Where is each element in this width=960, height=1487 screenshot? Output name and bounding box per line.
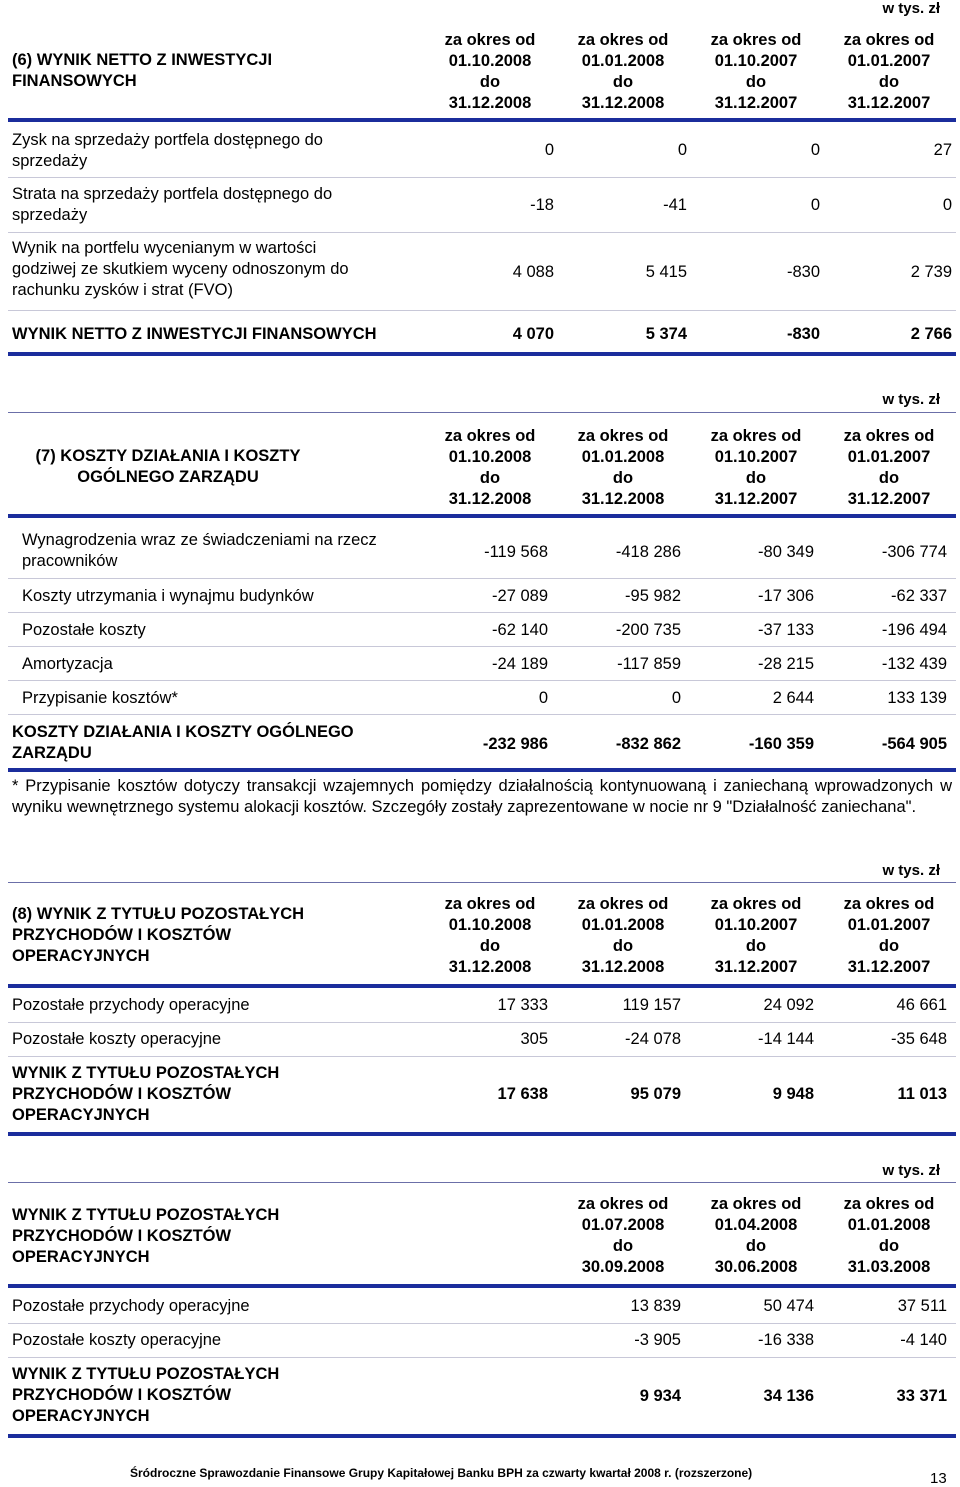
- cell-value: -3 905: [634, 1331, 681, 1349]
- cell-value: 95 079: [630, 1085, 681, 1103]
- section-quarterly: [8, 1160, 956, 1445]
- divider: [8, 412, 956, 413]
- divider: [8, 118, 956, 122]
- cell-value: 2 766: [910, 325, 952, 343]
- column-header: za okres od 01.01.2008 do 31.03.2008: [843, 1195, 935, 1276]
- divider: [8, 1434, 956, 1438]
- section-title: [12, 1205, 279, 1268]
- cell-value: 0: [810, 196, 820, 214]
- divider: [8, 514, 956, 518]
- cell-value: -232 986: [482, 735, 548, 753]
- divider: [8, 984, 956, 988]
- row-label: Pozostałe koszty operacyjne: [12, 1331, 222, 1349]
- cell-value: 9 948: [772, 1085, 814, 1103]
- row-divider: [8, 646, 956, 647]
- cell-value: -132 439: [881, 655, 947, 673]
- cell-value: -41: [663, 196, 687, 214]
- row-label: Strata na sprzedaży portfela dostępnego do sprzedaży: [12, 185, 333, 224]
- unit-label: w tys. zł: [882, 1162, 940, 1179]
- title-line: FINANSOWYCH: [12, 72, 137, 90]
- section-title: [12, 50, 272, 92]
- section-7: [8, 390, 956, 850]
- divider: [8, 352, 956, 356]
- row-divider: [8, 1323, 956, 1324]
- cell-value: 0: [810, 141, 820, 159]
- row-divider: [8, 310, 956, 311]
- unit-label: w tys. zł: [882, 391, 940, 408]
- unit-label: w tys. zł: [882, 0, 940, 17]
- column-header: za okres od 01.10.2008 do 31.12.2008: [444, 895, 536, 976]
- title-line: (8) WYNIK Z TYTUŁU POZOSTAŁYCH: [12, 905, 305, 923]
- row-label: Pozostałe przychody operacyjne: [12, 996, 250, 1014]
- cell-value: 34 136: [763, 1387, 814, 1405]
- row-label: Amortyzacja: [22, 655, 113, 673]
- cell-value: -95 982: [625, 587, 681, 605]
- cell-value: 0: [544, 141, 554, 159]
- cell-value: -16 338: [758, 1331, 814, 1349]
- cell-value: 33 371: [896, 1387, 947, 1405]
- column-header: za okres od 01.01.2008 do 31.12.2008: [577, 31, 669, 112]
- cell-value: -830: [786, 325, 820, 343]
- cell-value: 0: [677, 141, 687, 159]
- section-6: [8, 0, 956, 360]
- section-title: [18, 446, 318, 488]
- row-label: Koszty utrzymania i wynajmu budynków: [22, 587, 314, 605]
- cell-value: 133 139: [887, 689, 947, 707]
- unit-label: w tys. zł: [882, 862, 940, 879]
- cell-value: -564 905: [881, 735, 947, 753]
- row-label: Wynagrodzenia wraz ze świadczeniami na rzecz pracowników: [22, 531, 377, 570]
- section-title: [12, 904, 304, 967]
- cell-value: -4 140: [900, 1331, 947, 1349]
- cell-value: -830: [786, 263, 820, 281]
- cell-value: -37 133: [758, 621, 814, 639]
- row-label: Pozostałe koszty operacyjne: [12, 1030, 222, 1048]
- footnote: * Przypisanie kosztów dotyczy transakcji wzajemnych pomiędzy działalnością kontynuowaną i zaniechaną wprowadzonych w wyniku wewnętrznego systemu alokacji kosztów. Szczegóły zostały zaprezentowane w nocie nr 9 "Działalność zaniechana".: [12, 777, 952, 816]
- title-line: PRZYCHODÓW I KOSZTÓW: [12, 1227, 232, 1245]
- row-label: WYNIK NETTO Z INWESTYCJI FINANSOWYCH: [12, 325, 377, 343]
- cell-value: -119 568: [484, 543, 548, 561]
- row-label: Przypisanie kosztów*: [22, 689, 178, 707]
- cell-value: -306 774: [881, 543, 947, 561]
- title-line: OPERACYJNYCH: [12, 1248, 150, 1266]
- cell-value: -18: [530, 196, 554, 214]
- divider: [8, 882, 956, 883]
- cell-value: 0: [538, 689, 548, 707]
- row-label: WYNIK Z TYTUŁU POZOSTAŁYCH PRZYCHODÓW I KOSZTÓW OPERACYJNYCH: [12, 1365, 280, 1425]
- cell-value: 13 839: [630, 1297, 681, 1315]
- column-header: za okres od 01.10.2007 do 31.12.2007: [710, 31, 802, 112]
- cell-value: 17 333: [497, 996, 548, 1014]
- cell-value: 4 070: [512, 325, 554, 343]
- page-number: 13: [930, 1470, 947, 1487]
- column-header: za okres od 01.01.2008 do 31.12.2008: [577, 895, 669, 976]
- cell-value: -27 089: [492, 587, 548, 605]
- divider: [8, 1182, 956, 1183]
- cell-value: -80 349: [758, 543, 814, 561]
- cell-value: -196 494: [881, 621, 947, 639]
- row-divider: [8, 680, 956, 681]
- column-header: za okres od 01.10.2008 do 31.12.2008: [444, 427, 536, 508]
- divider: [8, 768, 956, 772]
- row-divider: [8, 714, 956, 715]
- cell-value: 5 374: [645, 325, 687, 343]
- column-header: za okres od 01.10.2008 do 31.12.2008: [444, 31, 536, 112]
- cell-value: 46 661: [896, 996, 947, 1014]
- cell-value: -200 735: [615, 621, 681, 639]
- divider: [8, 1132, 956, 1136]
- row-label: Zysk na sprzedaży portfela dostępnego do sprzedaży: [12, 131, 323, 170]
- column-header: za okres od 01.10.2007 do 31.12.2007: [710, 895, 802, 976]
- title-line: WYNIK Z TYTUŁU POZOSTAŁYCH: [12, 1206, 280, 1224]
- column-header: za okres od 01.10.2007 do 31.12.2007: [710, 427, 802, 508]
- cell-value: -17 306: [758, 587, 814, 605]
- cell-value: -24 078: [625, 1030, 681, 1048]
- cell-value: -35 648: [891, 1030, 947, 1048]
- row-divider: [8, 1056, 956, 1057]
- row-divider: [8, 1022, 956, 1023]
- title-line: (6) WYNIK NETTO Z INWESTYCJI: [12, 51, 273, 69]
- row-label: Pozostałe koszty: [22, 621, 146, 639]
- cell-value: 50 474: [763, 1297, 814, 1315]
- cell-value: -62 140: [492, 621, 548, 639]
- cell-value: 5 415: [645, 263, 687, 281]
- row-divider: [8, 612, 956, 613]
- cell-value: 17 638: [497, 1085, 548, 1103]
- cell-value: 0: [942, 196, 952, 214]
- row-label: KOSZTY DZIAŁANIA I KOSZTY OGÓLNEGO ZARZĄDU: [12, 723, 354, 762]
- row-label: Wynik na portfelu wycenianym w wartości godziwej ze skutkiem wyceny odnoszonym do rachunku zysków i strat (FVO): [12, 239, 349, 299]
- column-header: za okres od 01.07.2008 do 30.09.2008: [577, 1195, 669, 1276]
- row-label: Pozostałe przychody operacyjne: [12, 1297, 250, 1315]
- cell-value: 9 934: [639, 1387, 681, 1405]
- cell-value: 27: [933, 141, 952, 159]
- title-line: PRZYCHODÓW I KOSZTÓW: [12, 926, 232, 944]
- cell-value: -14 144: [758, 1030, 814, 1048]
- cell-value: 2 644: [772, 689, 814, 707]
- row-label: WYNIK Z TYTUŁU POZOSTAŁYCH PRZYCHODÓW I KOSZTÓW OPERACYJNYCH: [12, 1064, 280, 1124]
- row-divider: [8, 232, 956, 233]
- cell-value: -418 286: [615, 543, 681, 561]
- title-line: (7) KOSZTY DZIAŁANIA I KOSZTY: [35, 447, 301, 465]
- column-header: za okres od 01.01.2008 do 31.12.2008: [577, 427, 669, 508]
- cell-value: 0: [671, 689, 681, 707]
- cell-value: 11 013: [897, 1085, 947, 1103]
- column-header: za okres od 01.04.2008 do 30.06.2008: [710, 1195, 802, 1276]
- title-line: OGÓLNEGO ZARZĄDU: [77, 468, 259, 486]
- cell-value: 4 088: [512, 263, 554, 281]
- page-footer: Śródroczne Sprawozdanie Finansowe Grupy Kapitałowej Banku BPH za czwarty kwartał 2008 r. (rozszerzone): [130, 1466, 753, 1480]
- cell-value: -28 215: [758, 655, 814, 673]
- cell-value: -160 359: [748, 735, 814, 753]
- cell-value: -24 189: [492, 655, 548, 673]
- column-header: za okres od 01.01.2007 do 31.12.2007: [843, 31, 935, 112]
- cell-value: 37 511: [897, 1297, 947, 1315]
- cell-value: 119 157: [622, 996, 681, 1014]
- cell-value: -117 859: [617, 655, 681, 673]
- cell-value: 2 739: [910, 263, 952, 281]
- cell-value: 24 092: [763, 996, 814, 1014]
- column-header: za okres od 01.01.2007 do 31.12.2007: [843, 895, 935, 976]
- column-header: za okres od 01.01.2007 do 31.12.2007: [843, 427, 935, 508]
- title-line: OPERACYJNYCH: [12, 947, 150, 965]
- cell-value: 305: [520, 1030, 548, 1048]
- cell-value: -832 862: [615, 735, 681, 753]
- row-divider: [8, 578, 956, 579]
- row-divider: [8, 177, 956, 178]
- cell-value: -62 337: [891, 587, 947, 605]
- section-8: [8, 860, 956, 1140]
- row-divider: [8, 1357, 956, 1358]
- divider: [8, 1284, 956, 1288]
